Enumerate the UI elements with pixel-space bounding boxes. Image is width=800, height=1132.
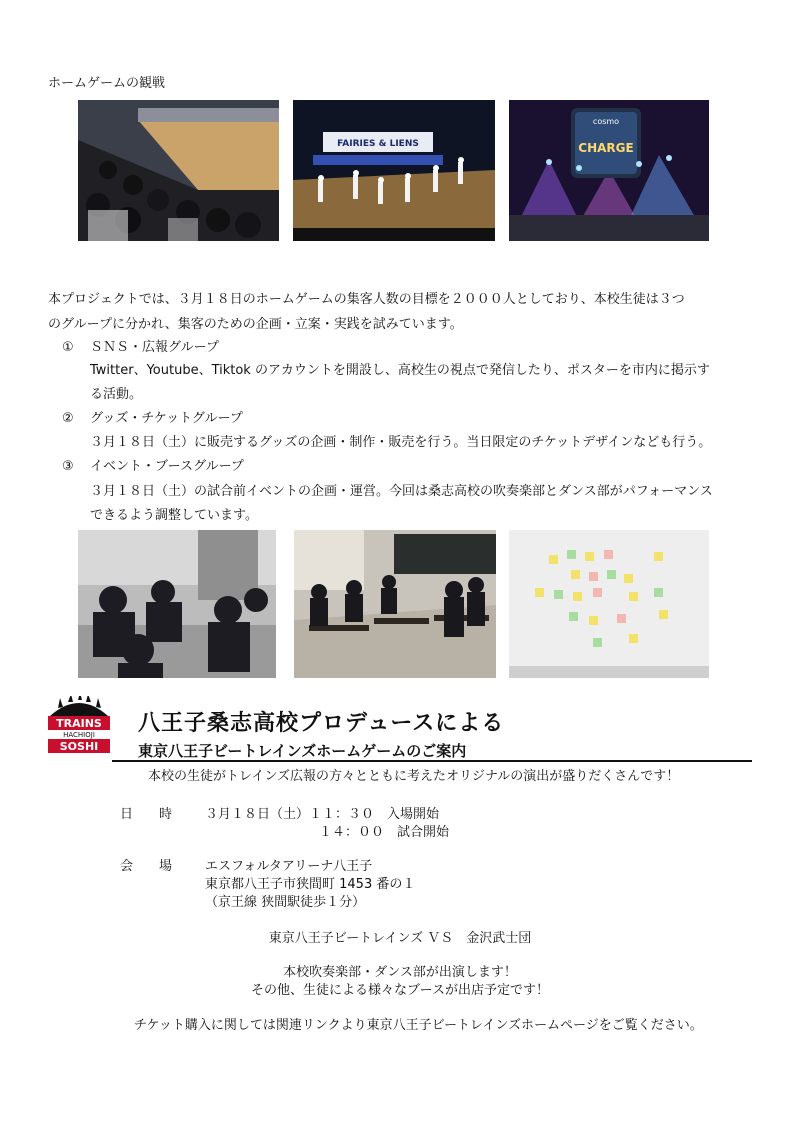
photo-classroom: [294, 530, 496, 678]
notice-1: 本校吹奏楽部・ダンス部が出演します！: [283, 965, 517, 980]
page-title: 八王子桑志高校プロデュースによる: [138, 711, 505, 736]
sign-text: CHARGE: [578, 141, 634, 155]
header-divider: [112, 760, 752, 762]
date-label: 日 時: [120, 807, 173, 822]
group-1-desc-1: Twitter、Youtube、Tiktok のアカウントを開設し、高校生の視点で発信したり、ポスターを市内に掲示す: [90, 363, 710, 378]
section-heading: ホームゲームの観戦: [48, 76, 166, 91]
group-2-number: ②: [62, 411, 74, 426]
date-line-2: １４：００ 試合開始: [319, 825, 450, 840]
ticket-info: チケット購入に関しては関連リンクより東京八王子ビートレインズホームページをご覧ください。: [134, 1018, 703, 1033]
notice-2: その他、生徒による様々なブースが出店予定です！: [251, 983, 549, 998]
photo-audience: [78, 100, 279, 241]
matchup: 東京八王子ビートレインズ ＶＳ 金沢武士団: [268, 931, 532, 946]
brand-text: cosmo: [592, 117, 620, 126]
tagline: 本校の生徒がトレインズ広報の方々とともに考えたオリジナルの演出が盛りだくさんです！: [148, 769, 680, 784]
venue-line-1: エスフォルタアリーナ八王子: [205, 859, 373, 874]
date-line-1: ３月１８日（土）１１：３０ 入場開始: [205, 807, 440, 822]
group-1-title: ＳＮＳ・広報グループ: [90, 340, 219, 355]
photo-sticky-notes-board: [509, 530, 709, 678]
group-3-title: イベント・ブースグループ: [90, 459, 244, 474]
logo-top-text: TRAINS: [56, 717, 102, 730]
logo-mid-text: HACHIOJI: [63, 731, 95, 739]
photo-students-meeting: [78, 530, 276, 678]
logo-bottom-text: SOSHI: [59, 740, 99, 753]
group-3-desc-1: ３月１８日（土）の試合前イベントの企画・運営。今回は桑志高校の吹奏楽部とダンス部がパフォーマンス: [90, 484, 713, 499]
venue-line-2: 東京都八王子市狭間町 1453 番の１: [205, 877, 416, 892]
venue-label: 会 場: [120, 859, 173, 874]
group-1-desc-2: る活動。: [90, 387, 143, 402]
group-2-desc-1: ３月１８日（土）に販売するグッズの企画・制作・販売を行う。当日限定のチケットデザインなども行う。: [90, 435, 712, 450]
intro-line-1: 本プロジェクトでは、３月１８日のホームゲームの集客人数の目標を２０００人としており、本校生徒は３つ: [48, 292, 685, 307]
group-2-title: グッズ・チケットグループ: [90, 411, 243, 426]
venue-line-3: （京王線 狭間駅徒歩１分）: [205, 895, 366, 910]
group-3-number: ③: [62, 459, 74, 474]
page-subtitle: 東京八王子ビートレインズホームゲームのご案内: [138, 742, 467, 760]
banner-text: FAIRIES & LIENS: [337, 139, 419, 149]
group-3-desc-2: できるよう調整しています。: [90, 508, 258, 523]
intro-line-2: のグループに分かれ、集客のための企画・立案・実践を試みています。: [48, 317, 463, 332]
trains-soshi-logo: [46, 696, 112, 756]
photo-cheer-performance: [293, 100, 495, 241]
group-1-number: ①: [62, 340, 74, 355]
photo-arena-lights: [509, 100, 709, 241]
